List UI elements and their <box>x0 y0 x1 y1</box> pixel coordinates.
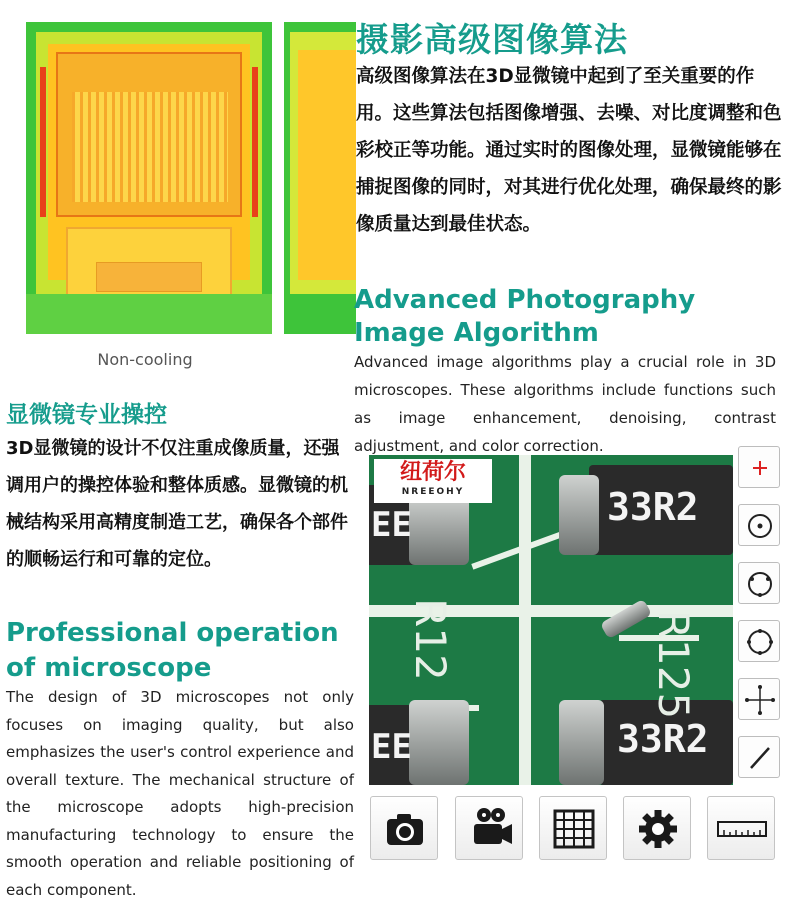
thermal-image-partial <box>284 22 356 334</box>
camera-button[interactable] <box>370 796 438 860</box>
silkscreen-label: R125 <box>649 609 699 720</box>
section-title-cn-algorithm: 摄影高级图像算法 <box>356 20 628 59</box>
axis-cross-icon <box>739 679 781 721</box>
section-body-cn-operation: 3D显微镜的设计不仅注重成像质量，还强调用户的操控体验和整体质感。显微镜的机械结构采用高精度制造工艺，确保各个部件的顺畅运行和可靠的定位。 <box>6 438 348 570</box>
gear-button[interactable] <box>623 796 691 860</box>
brand-logo-en: NREEOHY <box>401 487 465 497</box>
component-code: 33R2 <box>607 485 699 529</box>
camera-icon <box>371 797 439 861</box>
component-code: 33R2 <box>617 717 709 761</box>
brand-logo <box>374 459 492 503</box>
gear-icon <box>624 797 692 861</box>
four-point-circle-icon <box>739 621 781 663</box>
ruler-icon <box>708 797 776 861</box>
section-title-en-algorithm: Advanced Photography Image Algorithm <box>354 285 696 348</box>
thermal-image-non-cooling <box>26 22 272 334</box>
grid-table-icon <box>540 797 608 861</box>
silkscreen-label: R12 <box>405 598 455 681</box>
four-point-circle-button[interactable] <box>738 620 780 662</box>
section-title-en-operation: Professional operation of microscope <box>6 618 339 683</box>
section-body-en-operation: The design of 3D microscopes not only focuses on imaging quality, but also emphasizes the user's control experience and overall texture. The mechanical structure of the microscope adopts high-precision manufacturing technology to ensure the smooth operation and reliable positioning of each component. <box>6 688 354 899</box>
circle-dot-icon <box>739 505 781 547</box>
crosshair-plus-icon <box>739 447 781 489</box>
section-title-cn-operation: 显微镜专业操控 <box>6 402 167 428</box>
brand-logo-cn: 纽荷尔 <box>399 459 466 485</box>
three-point-circle-icon <box>739 563 781 605</box>
video-camera-button[interactable] <box>455 796 523 860</box>
thermal-caption: Non-cooling <box>97 350 193 369</box>
line-measure-button[interactable] <box>738 736 780 778</box>
section-body-cn-algorithm: 高级图像算法在3D显微镜中起到了至关重要的作用。这些算法包括图像增强、去噪、对比度调整和色彩校正等功能。通过实时的图像处理，显微镜能够在捕捉图像的同时，对其进行优化处理，确保最终的影像质量达到最佳状态。 <box>356 66 782 235</box>
crosshair-plus-button[interactable] <box>738 446 780 488</box>
component-code: EE <box>371 505 412 545</box>
grid-table-button[interactable] <box>539 796 607 860</box>
circle-dot-button[interactable] <box>738 504 780 546</box>
component-code: EE <box>371 727 412 767</box>
line-measure-icon <box>739 737 781 779</box>
axis-cross-button[interactable] <box>738 678 780 720</box>
ruler-button[interactable] <box>707 796 775 860</box>
section-body-en-algorithm: Advanced image algorithms play a crucial role in 3D microscopes. These algorithms include functions such as image enhancement, denoising, contrast adjustment, and color correction. <box>354 353 776 455</box>
microscope-live-view[interactable] <box>369 455 733 785</box>
video-camera-icon <box>456 797 524 861</box>
three-point-circle-button[interactable] <box>738 562 780 604</box>
